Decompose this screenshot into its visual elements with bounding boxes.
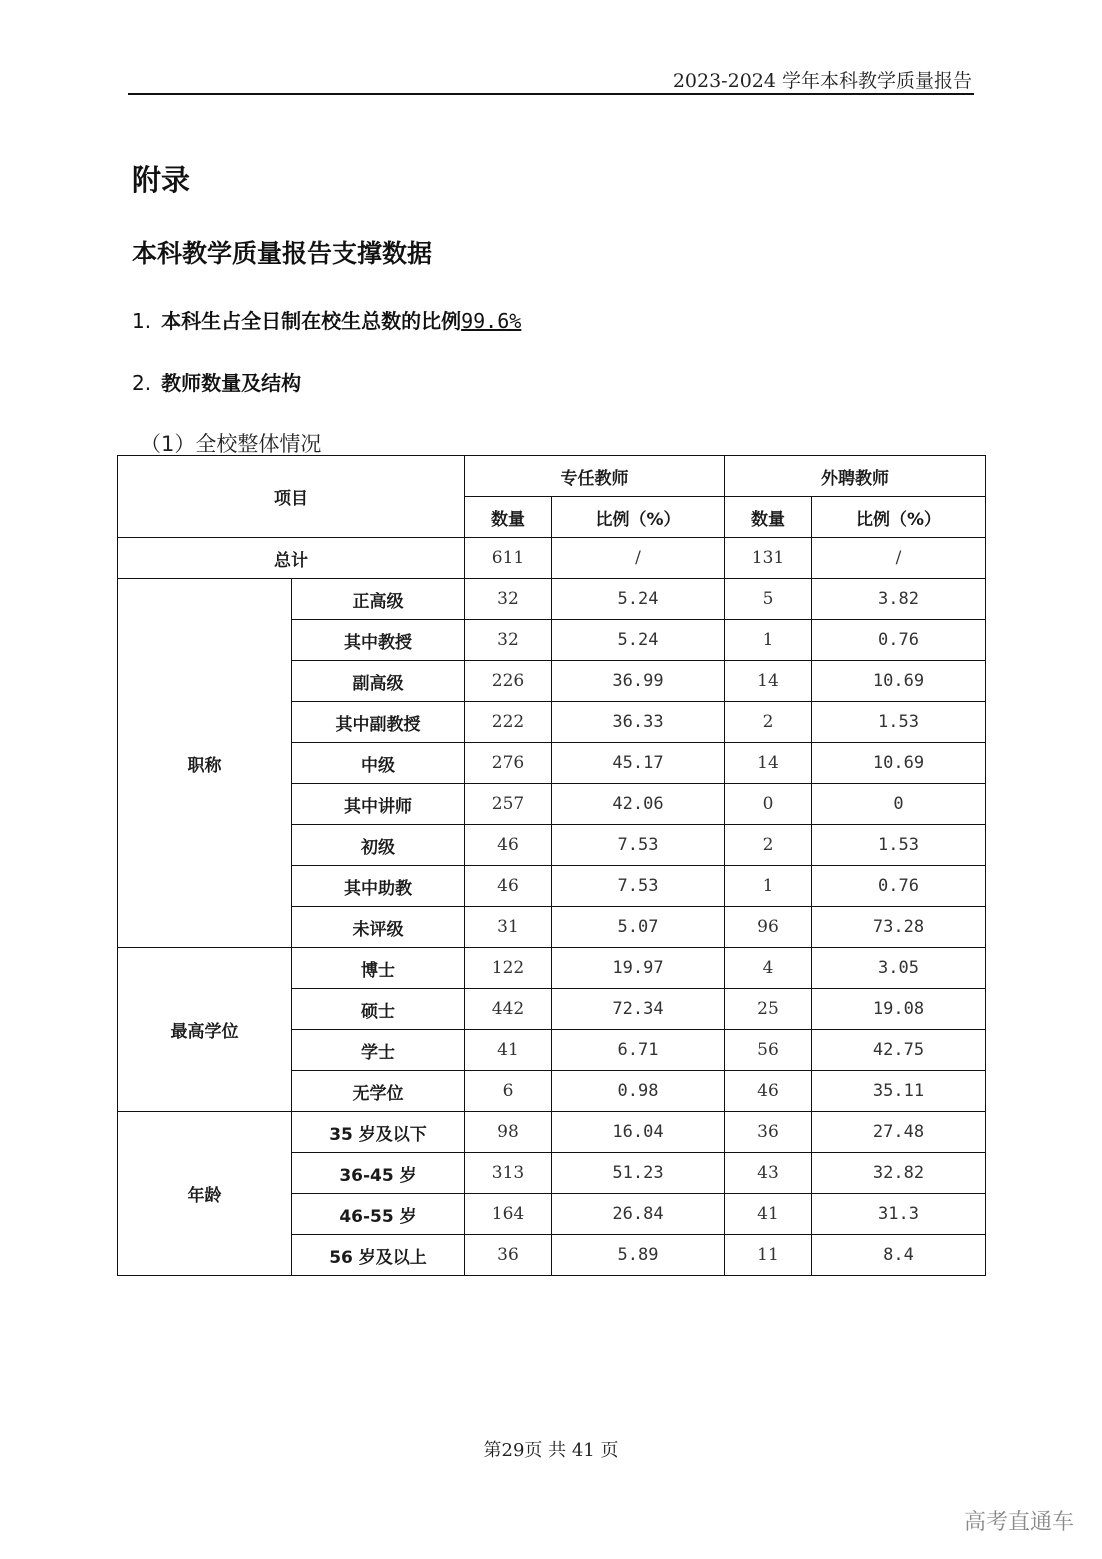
row-label: 总计 — [118, 538, 465, 579]
header-item: 项目 — [118, 456, 465, 538]
cell-ex-ratio: 0.76 — [812, 620, 986, 661]
cell-ex-count: 2 — [725, 825, 812, 866]
group-label: 年龄 — [118, 1112, 292, 1276]
cell-ex-count: 96 — [725, 907, 812, 948]
cell-ex-count: 4 — [725, 948, 812, 989]
cell-ft-count: 46 — [465, 866, 552, 907]
cell-ft-count: 46 — [465, 825, 552, 866]
table-row-total — [118, 538, 986, 579]
cell-ft-ratio: 5.89 — [552, 1235, 725, 1276]
cell-ex-ratio: 3.82 — [812, 579, 986, 620]
row-label: 56 岁及以上 — [292, 1235, 465, 1276]
group-label: 职称 — [118, 579, 292, 948]
cell-ft-ratio: 45.17 — [552, 743, 725, 784]
cell-ft-ratio: 6.71 — [552, 1030, 725, 1071]
cell-ft-count: 31 — [465, 907, 552, 948]
page-footer: 第29页 共 41 页 — [483, 1440, 619, 1461]
cell-ft-ratio: 5.24 — [552, 620, 725, 661]
cell-ex-count: 131 — [725, 538, 812, 579]
cell-ft-count: 32 — [465, 620, 552, 661]
row-label: 未评级 — [292, 907, 465, 948]
cell-ft-count: 164 — [465, 1194, 552, 1235]
cell-ft-count: 36 — [465, 1235, 552, 1276]
cell-ft-ratio: 0.98 — [552, 1071, 725, 1112]
row-label: 硕士 — [292, 989, 465, 1030]
cell-ex-count: 46 — [725, 1071, 812, 1112]
cell-ft-count: 98 — [465, 1112, 552, 1153]
item-teacher-structure — [132, 367, 301, 396]
section-title: 本科教学质量报告支撑数据 — [132, 239, 433, 268]
header-count: 数量 — [465, 497, 552, 538]
cell-ft-ratio: / — [552, 538, 725, 579]
table-row — [118, 948, 986, 989]
cell-ft-count: 226 — [465, 661, 552, 702]
cell-ft-ratio: 16.04 — [552, 1112, 725, 1153]
header-external-teachers: 外聘教师 — [725, 456, 986, 497]
cell-ex-ratio: 32.82 — [812, 1153, 986, 1194]
cell-ft-ratio: 5.07 — [552, 907, 725, 948]
row-label: 中级 — [292, 743, 465, 784]
cell-ft-ratio: 51.23 — [552, 1153, 725, 1194]
cell-ex-count: 5 — [725, 579, 812, 620]
table-row — [118, 579, 986, 620]
item-value: 99.6% — [461, 309, 522, 333]
row-label: 博士 — [292, 948, 465, 989]
watermark: 高考直通车 — [963, 1510, 1074, 1535]
cell-ft-count: 6 — [465, 1071, 552, 1112]
row-label: 无学位 — [292, 1071, 465, 1112]
cell-ex-ratio: 27.48 — [812, 1112, 986, 1153]
header-ratio: 比例（%） — [812, 497, 986, 538]
cell-ex-count: 1 — [725, 620, 812, 661]
header-count: 数量 — [725, 497, 812, 538]
cell-ft-count: 611 — [465, 538, 552, 579]
cell-ex-ratio: 1.53 — [812, 825, 986, 866]
cell-ex-ratio: 0 — [812, 784, 986, 825]
item-number: 1. — [132, 309, 152, 333]
row-label: 其中助教 — [292, 866, 465, 907]
cell-ex-count: 2 — [725, 702, 812, 743]
cell-ex-ratio: 42.75 — [812, 1030, 986, 1071]
teacher-structure-table — [117, 455, 986, 1276]
row-label: 36-45 岁 — [292, 1153, 465, 1194]
cell-ex-count: 43 — [725, 1153, 812, 1194]
cell-ft-ratio: 42.06 — [552, 784, 725, 825]
cell-ft-count: 442 — [465, 989, 552, 1030]
cell-ft-count: 222 — [465, 702, 552, 743]
item-text: 教师数量及结构 — [161, 371, 302, 395]
header-fulltime-teachers: 专任教师 — [465, 456, 725, 497]
cell-ft-count: 122 — [465, 948, 552, 989]
cell-ft-count: 257 — [465, 784, 552, 825]
cell-ft-count: 41 — [465, 1030, 552, 1071]
row-label: 35 岁及以下 — [292, 1112, 465, 1153]
row-label: 初级 — [292, 825, 465, 866]
cell-ex-ratio: 1.53 — [812, 702, 986, 743]
cell-ex-ratio: 73.28 — [812, 907, 986, 948]
cell-ft-ratio: 72.34 — [552, 989, 725, 1030]
table-row — [118, 1112, 986, 1153]
cell-ex-ratio: 10.69 — [812, 661, 986, 702]
cell-ft-ratio: 36.99 — [552, 661, 725, 702]
cell-ex-count: 36 — [725, 1112, 812, 1153]
appendix-title: 附录 — [132, 163, 191, 197]
cell-ex-count: 14 — [725, 661, 812, 702]
cell-ft-count: 276 — [465, 743, 552, 784]
cell-ft-ratio: 26.84 — [552, 1194, 725, 1235]
cell-ex-ratio: 0.76 — [812, 866, 986, 907]
cell-ex-count: 41 — [725, 1194, 812, 1235]
cell-ft-count: 313 — [465, 1153, 552, 1194]
cell-ft-ratio: 7.53 — [552, 825, 725, 866]
cell-ex-ratio: 3.05 — [812, 948, 986, 989]
row-label: 副高级 — [292, 661, 465, 702]
header-divider — [128, 93, 974, 95]
cell-ex-ratio: / — [812, 538, 986, 579]
cell-ex-ratio: 10.69 — [812, 743, 986, 784]
table-caption: （1）全校整体情况 — [140, 432, 322, 456]
cell-ex-ratio: 35.11 — [812, 1071, 986, 1112]
row-label: 其中教授 — [292, 620, 465, 661]
item-number: 2. — [132, 371, 152, 395]
header-title: 2023-2024 学年本科教学质量报告 — [672, 70, 972, 92]
header-ratio: 比例（%） — [552, 497, 725, 538]
cell-ex-count: 1 — [725, 866, 812, 907]
cell-ex-count: 14 — [725, 743, 812, 784]
row-label: 其中讲师 — [292, 784, 465, 825]
cell-ex-ratio: 31.3 — [812, 1194, 986, 1235]
item-text: 本科生占全日制在校生总数的比例 — [161, 309, 462, 333]
cell-ex-ratio: 8.4 — [812, 1235, 986, 1276]
cell-ex-count: 0 — [725, 784, 812, 825]
row-label: 正高级 — [292, 579, 465, 620]
item-undergrad-ratio — [132, 305, 521, 334]
cell-ex-count: 11 — [725, 1235, 812, 1276]
cell-ft-ratio: 19.97 — [552, 948, 725, 989]
cell-ft-ratio: 5.24 — [552, 579, 725, 620]
cell-ft-ratio: 7.53 — [552, 866, 725, 907]
row-label: 46-55 岁 — [292, 1194, 465, 1235]
cell-ex-count: 25 — [725, 989, 812, 1030]
cell-ex-count: 56 — [725, 1030, 812, 1071]
cell-ex-ratio: 19.08 — [812, 989, 986, 1030]
cell-ft-ratio: 36.33 — [552, 702, 725, 743]
row-label: 学士 — [292, 1030, 465, 1071]
row-label: 其中副教授 — [292, 702, 465, 743]
cell-ft-count: 32 — [465, 579, 552, 620]
group-label: 最高学位 — [118, 948, 292, 1112]
